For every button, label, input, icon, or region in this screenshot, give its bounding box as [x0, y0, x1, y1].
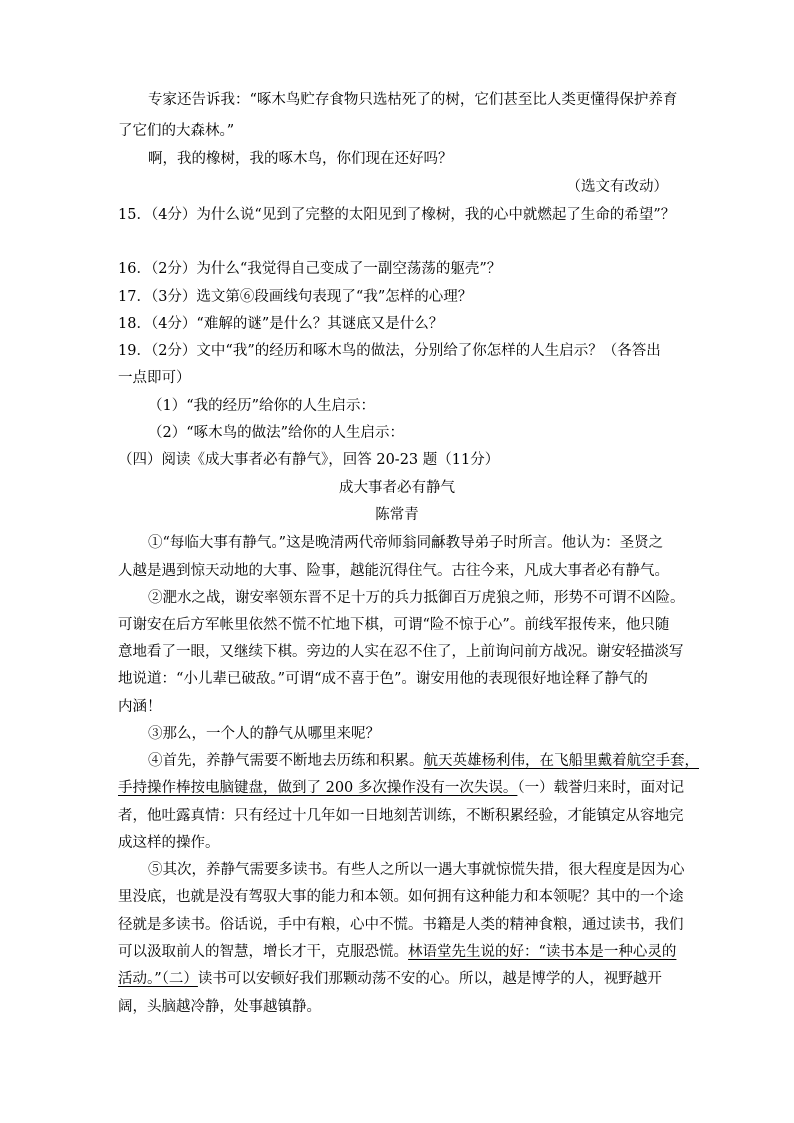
essay-paragraph-2-line: 内涵！ [118, 699, 162, 715]
question-19-part-1: （1）“我的经历”给你的人生启示： [148, 398, 376, 414]
underlined-quote: 活动。”（二） [118, 971, 198, 987]
essay-paragraph-4-line: 成这样的操作。 [118, 835, 220, 851]
essay-paragraph-5-line: 阔，头脑越冷静，处事越镇静。 [118, 999, 321, 1015]
source-note: （选文有改动） [566, 179, 668, 195]
essay-paragraph-4-line [118, 778, 685, 798]
question-19-part-2: （2）“啄木鸟的做法”给你的人生启示： [148, 425, 405, 441]
essay-paragraph-5-line: 里没底，也就是没有驾驭大事的能力和本领。如何拥有这种能力和本领呢？其中的一个途 [118, 889, 684, 905]
essay-title: 成大事者必有静气 [339, 480, 455, 496]
passage-paragraph-line: 了它们的大森林。” [118, 123, 235, 139]
question-18: 18．（4分）“难解的谜”是什么？其谜底又是什么？ [118, 316, 444, 332]
essay-paragraph-4-line: 者，他吐露真情：只有经过十几年如一日地刻苦训练，不断积累经验，才能镇定从容地完 [118, 808, 684, 824]
underlined-sentence: 航天英雄杨利伟，在飞船里戴着航空手套， [423, 753, 699, 769]
essay-paragraph-1-line: 人越是遇到惊天动地的大事、险事，越能沉得住气。古往今来，凡成大事者必有静气。 [118, 563, 669, 579]
essay-paragraph-2-line: 意地看了一眼，又继续下棋。旁边的人实在忍不住了，上前询问前方战况。谢安轻描淡写 [118, 644, 684, 660]
essay-paragraph-5-line: 径就是多读书。俗话说，手中有粮，心中不慌。书籍是人类的精神食粮，通过读书，我们 [118, 917, 684, 933]
question-17: 17．（3分）选文第⑥段画线句表现了“我”怎样的心理？ [118, 289, 473, 305]
paragraph-text: 可以汲取前人的智慧，增长才干，克服恐慌。 [118, 944, 408, 960]
essay-paragraph-5-line [118, 969, 678, 989]
paragraph-text: ④首先，养静气需要不断地去历练和积累。 [148, 753, 424, 769]
question-15: 15．（4分）为什么说“见到了完整的太阳见到了橡树，我的心中就燃起了生命的希望”？ [118, 207, 676, 223]
essay-paragraph-4 [148, 751, 708, 771]
essay-paragraph-3: ③那么，一个人的静气从哪里来呢？ [148, 726, 380, 742]
essay-author: 陈常青 [375, 507, 419, 523]
question-16: 16．（2分）为什么“我觉得自己变成了一副空荡荡的躯壳”？ [118, 261, 502, 277]
essay-paragraph-5-line [118, 942, 678, 962]
underlined-quote: 林语堂先生说的好：“读书本是一种心灵的 [408, 944, 677, 960]
question-19-continued: 一点即可） [118, 370, 191, 386]
essay-paragraph-2-line: 可谢安在后方军帐里依然不慌不忙地下棋，可谓“险不惊于心”。前线军报传来，他只随 [118, 617, 670, 633]
essay-paragraph-2-line: 地说道：“小儿辈已破敌。”可谓“成不喜于色”。谢安用他的表现很好地诠释了静气的 [118, 671, 648, 687]
paragraph-text: 读书可以安顿好我们那颗动荡不安的心。所以，越是博学的人，视野越开 [197, 971, 662, 987]
section-heading: （四）阅读《成大事者必有静气》，回答 20-23 题（11分） [118, 452, 500, 468]
paragraph-text: （一）载誉归来时，面对记 [517, 780, 685, 796]
question-19: 19．（2分）文中“我”的经历和啄木鸟的做法，分别给了你怎样的人生启示？（各答出 [118, 343, 661, 359]
essay-paragraph-1: ①“每临大事有静气。”这是晚清两代帝师翁同龢教导弟子时所言。他认为：圣贤之 [148, 535, 664, 551]
essay-paragraph-2: ②淝水之战，谢安率领东晋不足十万的兵力抵御百万虎狼之师，形势不可谓不凶险。 [148, 590, 685, 606]
underlined-sentence: 手持操作棒按电脑键盘，做到了 200 多次操作没有一次失误。 [118, 780, 518, 796]
passage-paragraph-line: 专家还告诉我：“啄木鸟贮存食物只选枯死了的树，它们甚至比人类更懂得保护养育 [148, 92, 678, 108]
passage-paragraph-line: 啊，我的橡树，我的啄木鸟，你们现在还好吗？ [148, 151, 453, 167]
essay-paragraph-5: ⑤其次，养静气需要多读书。有些人之所以一遇大事就惊慌失措，很大程度是因为心 [148, 862, 685, 878]
